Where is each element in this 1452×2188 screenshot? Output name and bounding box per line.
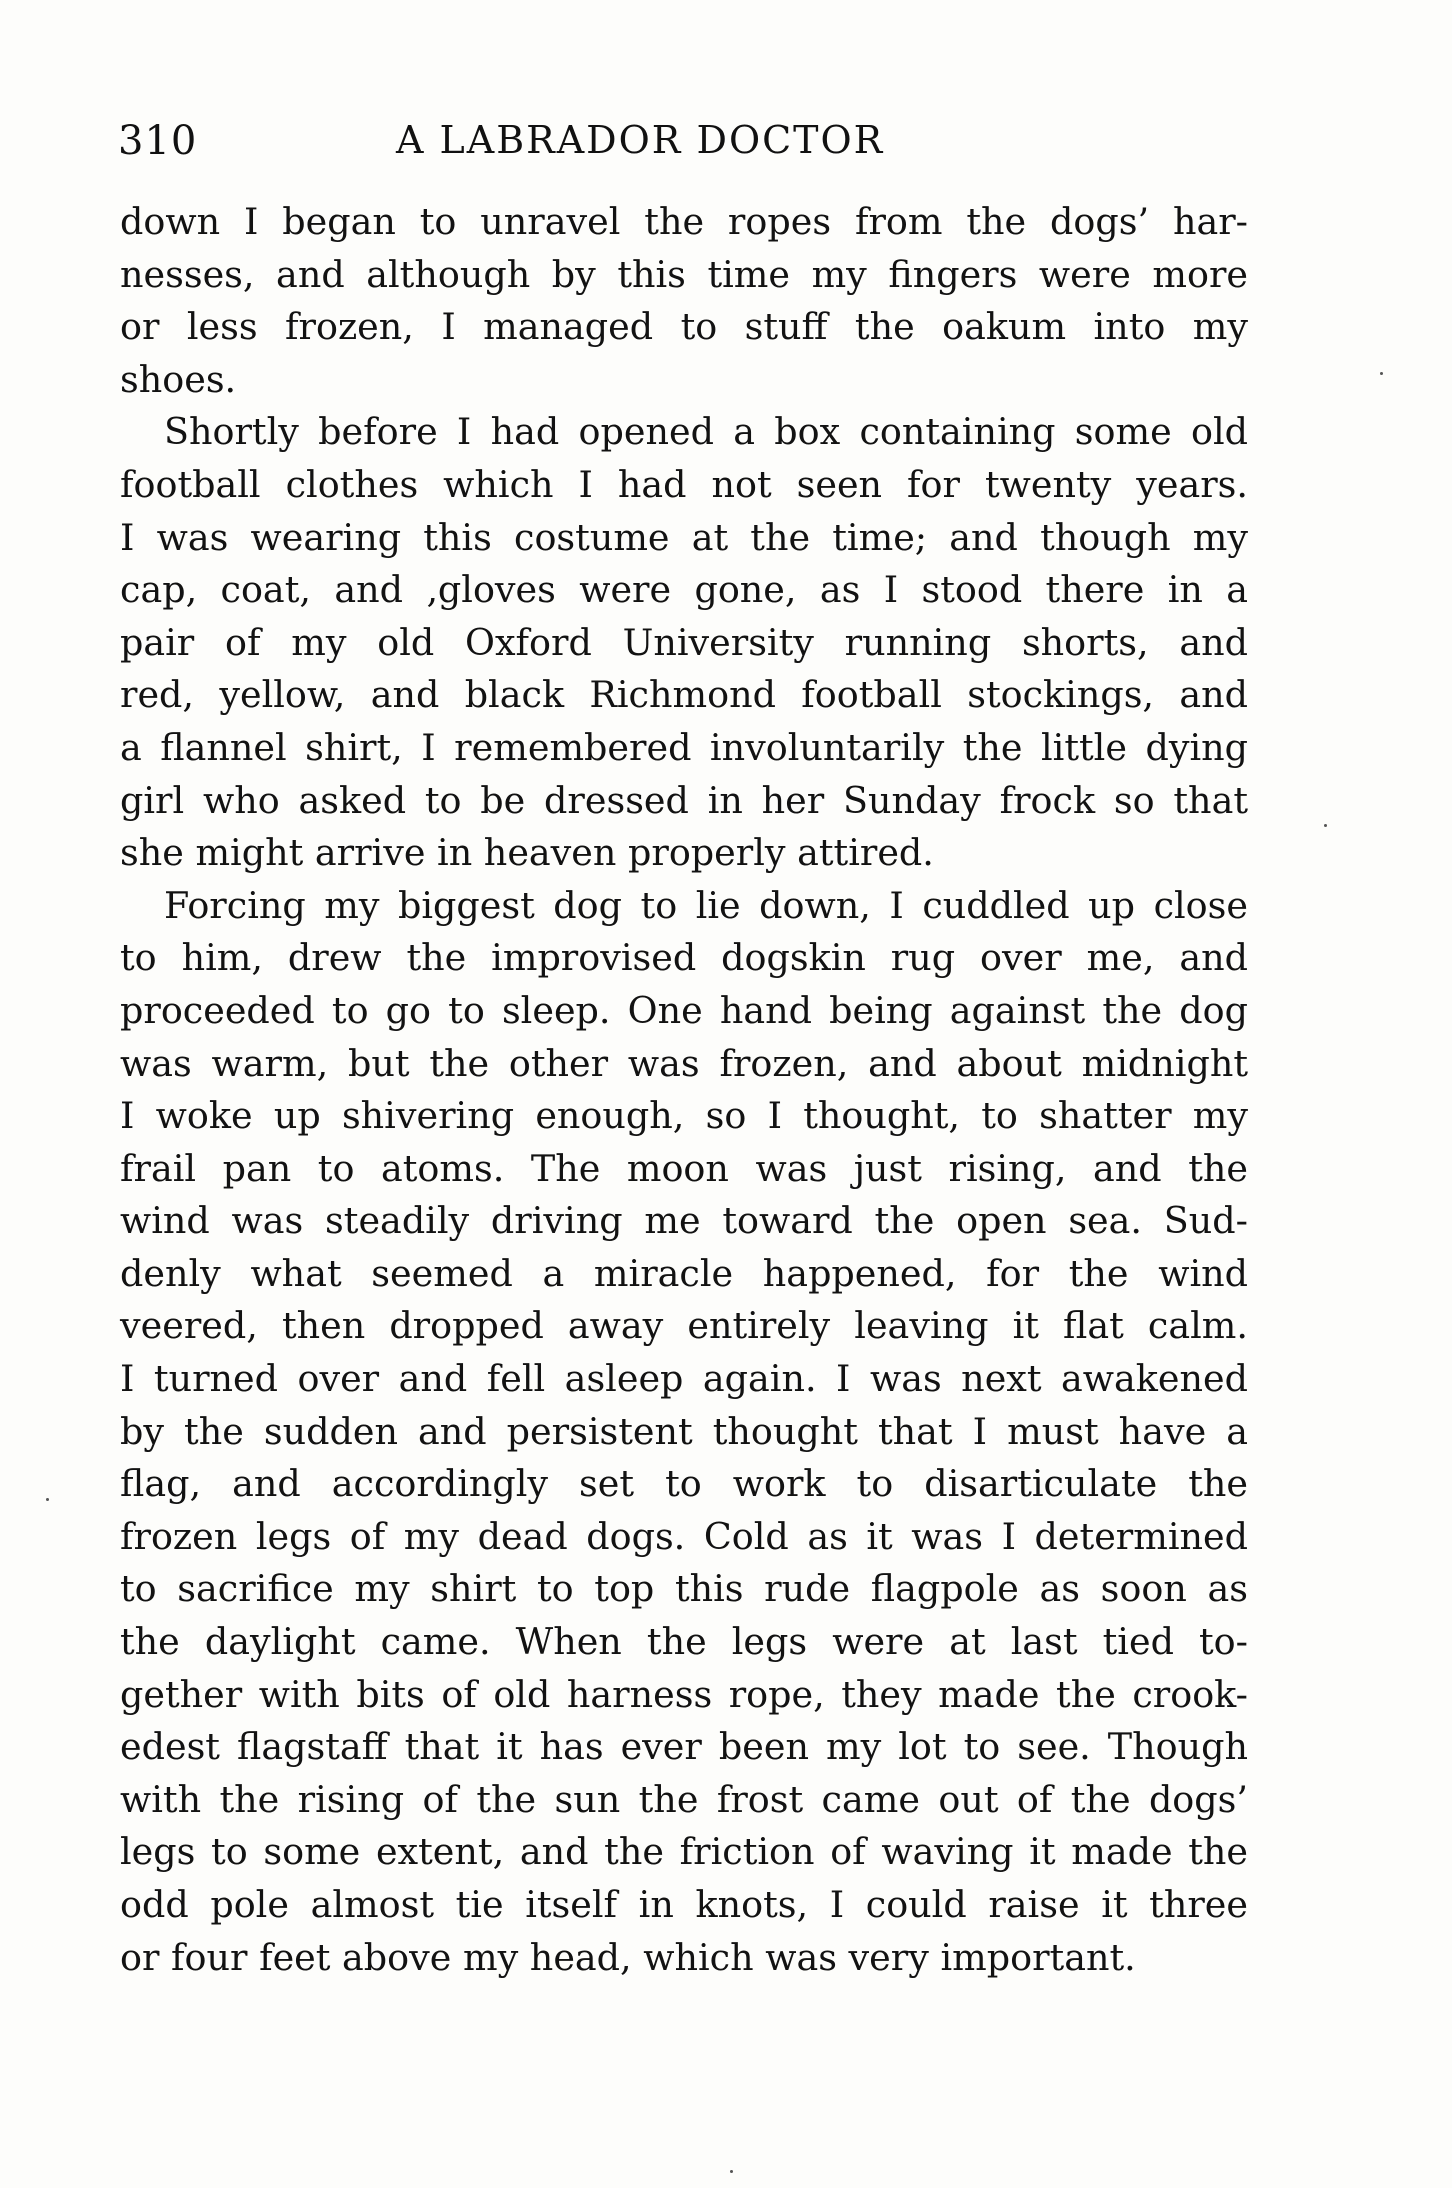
running-head: [118, 118, 1248, 178]
text-line: shoes.: [120, 357, 237, 401]
scan-speck: [46, 1498, 49, 1501]
text-line: red, yellow, and black Richmond football stockings, and: [120, 673, 1248, 717]
text-line: cap, coat, and ‚gloves were gone, as I stood there in a: [120, 568, 1248, 612]
text-line: with the rising of the sun the frost came out of the dogs’: [120, 1777, 1248, 1821]
text-line: by the sudden and persistent thought that I must have a: [120, 1409, 1248, 1453]
text-line: down I began to unravel the ropes from the dogs’ har-: [120, 200, 1248, 243]
text-line: football clothes which I had not seen for twenty years.: [120, 462, 1248, 506]
paragraph-1: [120, 196, 1248, 406]
text-line: was warm, but the other was frozen, and about midnight: [120, 1041, 1248, 1085]
text-line: gether with bits of old harness rope, they made the crook-: [120, 1672, 1248, 1716]
text-line: a flannel shirt, I remembered involuntarily the little dying: [120, 725, 1248, 769]
text-line: to him, drew the improvised dogskin rug over me, and: [120, 936, 1248, 980]
text-line: frail pan to atoms. The moon was just rising, and the: [120, 1146, 1248, 1190]
text-line: I was wearing this costume at the time; and though my: [120, 515, 1248, 559]
book-title: A LABRADOR DOCTOR: [396, 118, 885, 162]
paragraph-3: [120, 880, 1248, 1984]
text-line: edest flagstaff that it has ever been my lot to see. Though: [120, 1725, 1248, 1769]
text-line: odd pole almost tie itself in knots, I could raise it three: [120, 1883, 1248, 1926]
text-line: the daylight came. When the legs were at last tied to-: [120, 1620, 1248, 1664]
page-number: 310: [118, 118, 198, 164]
text-line: or four feet above my head, which was very important.: [120, 1935, 1136, 1979]
scan-speck: [1380, 372, 1383, 375]
text-line: I turned over and fell asleep again. I was next awakened: [120, 1357, 1248, 1401]
text-line: nesses, and although by this time my fingers were more: [120, 252, 1248, 296]
text-line: Forcing my biggest dog to lie down, I cuddled up close: [164, 883, 1248, 927]
scan-speck: [1324, 824, 1327, 827]
body-text: [120, 196, 1248, 1984]
text-line: legs to some extent, and the friction of waving it made the: [120, 1830, 1248, 1874]
text-line: proceeded to go to sleep. One hand being against the dog: [120, 988, 1248, 1032]
text-line: pair of my old Oxford University running shorts, and: [120, 620, 1248, 664]
text-line: or less frozen, I managed to stuff the oakum into my: [120, 305, 1248, 349]
text-line: frozen legs of my dead dogs. Cold as it was I determined: [120, 1514, 1248, 1558]
scan-speck: [730, 2170, 733, 2173]
paragraph-2: [120, 406, 1248, 879]
text-line: wind was steadily driving me toward the open sea. Sud-: [120, 1199, 1248, 1243]
text-line: girl who asked to be dressed in her Sunday frock so that: [120, 778, 1248, 822]
text-line: Shortly before I had opened a box containing some old: [164, 410, 1248, 454]
text-line: denly what seemed a miracle happened, for the wind: [120, 1251, 1248, 1295]
text-line: veered, then dropped away entirely leaving it flat calm.: [120, 1304, 1248, 1348]
text-line: flag, and accordingly set to work to disarticulate the: [120, 1462, 1248, 1506]
text-line: to sacrifice my shirt to top this rude flagpole as soon as: [120, 1567, 1248, 1611]
text-line: she might arrive in heaven properly attired.: [120, 831, 934, 875]
text-line: I woke up shivering enough, so I thought, to shatter my: [120, 1094, 1248, 1138]
